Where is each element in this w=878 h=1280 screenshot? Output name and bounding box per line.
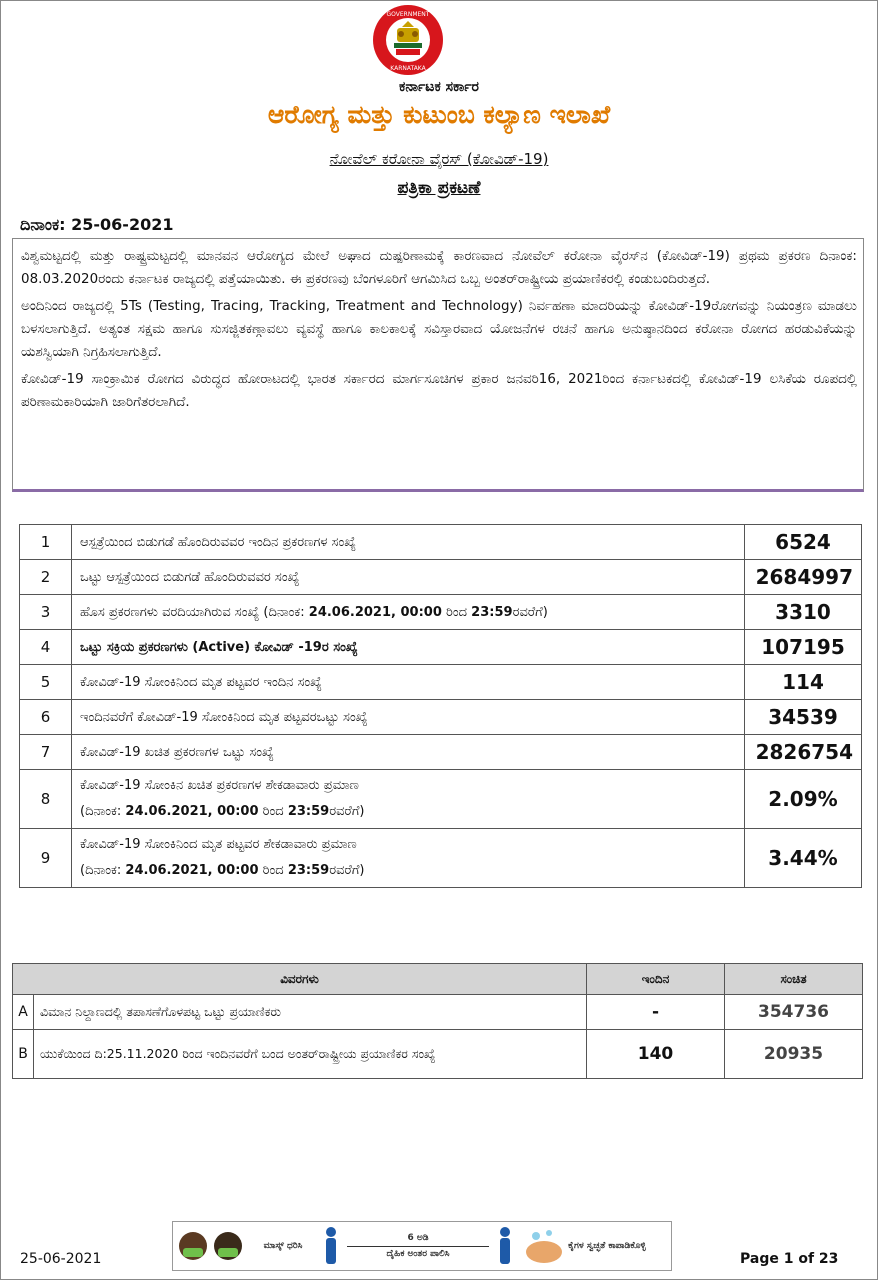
row-label: ಯುಕೆಯಿಂದ ದಿ:25.11.2020 ರಿಂದ ಇಂದಿನವರೆಗೆ ಬಂದ ಅಂತರ್‌ರಾಷ್ಟ್ರೀಯ ಪ್ರಯಾಣಿಕರ ಸಂಖ್ಯೆ xyxy=(34,1030,587,1079)
date-range-end: 23:59 xyxy=(287,804,330,819)
row-value: 3.44% xyxy=(745,829,862,888)
date-range-end: 23:59 xyxy=(287,863,330,878)
hand-washing-icon xyxy=(521,1226,567,1266)
label-part: (ದಿನಾಂಕ: xyxy=(80,863,126,878)
row-label xyxy=(72,770,745,829)
table-header-row xyxy=(13,964,863,995)
row-label xyxy=(72,595,745,630)
date-range-start: 24.06.2021, 00:00 xyxy=(125,804,259,819)
row-number: 8 xyxy=(20,770,72,829)
row-number: 2 xyxy=(20,560,72,595)
table-row xyxy=(13,1030,863,1079)
mask-section xyxy=(173,1222,323,1270)
table-row xyxy=(20,700,862,735)
row-number: 4 xyxy=(20,630,72,665)
header-details: ವಿವರಗಳು xyxy=(13,964,587,995)
row-today: - xyxy=(587,995,725,1030)
label-part: ರವರೆಗೆ) xyxy=(329,863,365,878)
table-row xyxy=(20,770,862,829)
row-value: 2826754 xyxy=(745,735,862,770)
distance-center xyxy=(339,1233,497,1260)
table-row xyxy=(20,560,862,595)
row-label: ಆಸ್ಪತ್ರೆಯಿಂದ ಬಿಡುಗಡೆ ಹೊಂದಿರುವವರ ಇಂದಿನ ಪ್ರಕರಣಗಳ ಸಂಖ್ಯೆ xyxy=(72,525,745,560)
row-value: 114 xyxy=(745,665,862,700)
subject-text: ನೋವೆಲ್ ಕರೋನಾ ವೈರಸ್ (ಕೋವಿಡ್-19) xyxy=(329,150,549,168)
table-row xyxy=(20,630,862,665)
date-range-start: 24.06.2021, 00:00 xyxy=(308,604,442,620)
row-value: 3310 xyxy=(745,595,862,630)
row-label: ಕೋವಿಡ್-19 ಸೋಂಕಿನಿಂದ ಮೃತ ಪಟ್ಟವರ ಇಂದಿನ ಸಂಖ್ಯೆ xyxy=(72,665,745,700)
row-label: ಕೋವಿಡ್-19 ಖಚಿತ ಪ್ರಕರಣಗಳ ಒಟ್ಟು ಸಂಖ್ಯೆ xyxy=(72,735,745,770)
row-label: ಇಂದಿನವರೆಗೆ ಕೋವಿಡ್-19 ಸೋಂಕಿನಿಂದ ಮೃತ ಪಟ್ಟವರಒಟ್ಟು ಸಂಖ್ಯೆ xyxy=(72,700,745,735)
label-line: ಕೋವಿಡ್-19 ಸೋಂಕಿನಿಂದ ಮೃತ ಪಟ್ಟವರ ಶೇಕಡಾವಾರು ಪ್ರಮಾಣ xyxy=(80,837,357,852)
row-value: 107195 xyxy=(745,630,862,665)
table-row xyxy=(20,735,862,770)
hands-text: ಕೈಗಳ ಸ್ವಚ್ಛತೆ ಕಾಪಾಡಿಕೊಳ್ಳಿ xyxy=(568,1240,646,1251)
table-row xyxy=(20,829,862,888)
header-today: ಇಂದಿನ xyxy=(587,964,725,995)
covid-safety-banner xyxy=(172,1221,672,1271)
row-label xyxy=(72,829,745,888)
label-part: ರಿಂದ xyxy=(441,604,472,620)
release-date: ದಿನಾಂಕ: 25-06-2021 xyxy=(20,215,174,234)
header-cumulative: ಸಂಚಿತ xyxy=(725,964,863,995)
row-letter: A xyxy=(13,995,34,1030)
row-number: 3 xyxy=(20,595,72,630)
row-label: ಒಟ್ಟು ಸಕ್ರಿಯ ಪ್ರಕರಣಗಳು (Active) ಕೋವಿಡ್ -19ರ ಸಂಖ್ಯೆ xyxy=(72,630,745,665)
distance-arrow xyxy=(347,1246,489,1247)
intro-paragraph: ವಿಶ್ವಮಟ್ಟದಲ್ಲಿ ಮತ್ತು ರಾಷ್ಟ್ರಮಟ್ಟದಲ್ಲಿ ಮಾನವನ ಆರೋಗ್ಯದ ಮೇಲೆ ಅಘಾದ ದುಷ್ಪರಿಣಾಮಕ್ಕೆ ಕಾರಣವಾದ ನೋವೆಲ್ ಕರೋನಾ ವೈರಸ್‌ನ (ಕೋವಿಡ್-19) ಪ್ರಥಮ ಪ್ರಕರಣ ದಿನಾಂಕ: 08.03.2020ರಂದು ಕರ್ನಾಟಕ ರಾಜ್ಯದಲ್ಲಿ ಪತ್ತೆಯಾಯಿತು. ಈ ಪ್ರಕರಣವು ಬೆಂಗಳೂರಿಗೆ ಆಗಮಿಸಿದ ಒಬ್ಬ ಅಂತರ್‌ರಾಷ್ಟ್ರೀಯ ಪ್ರಯಾಣಿಕರಲ್ಲಿ ಕಂಡುಬಂದಿರುತ್ತದೆ. xyxy=(21,249,857,287)
covid-stats-table xyxy=(19,524,862,888)
label-part: ರಿಂದ xyxy=(258,863,288,878)
press-release-text: ಪತ್ರಿಕಾ ಪ್ರಕಟಣೆ xyxy=(397,178,481,198)
row-number: 1 xyxy=(20,525,72,560)
intro-paragraph: ಕೋವಿಡ್-19 ಸಾಂಕ್ರಾಮಿಕ ರೋಗದ ವಿರುದ್ಧದ ಹೋರಾಟದಲ್ಲಿ ಭಾರತ ಸರ್ಕಾರದ ಮಾರ್ಗಸೂಚಿಗಳ ಪ್ರಕಾರ ಜನವರಿ16, 2021ರಿಂದ ಕರ್ನಾಟಕದಲ್ಲಿ ಕೋವಿಡ್-19 ಲಸಿಕೆಯ ರೂಪದಲ್ಲಿ ಪರಿಣಾಮಕಾರಿಯಾಗಿ ಜಾರಿಗೆತರಲಾಗಿದೆ. xyxy=(21,372,857,410)
row-number: 6 xyxy=(20,700,72,735)
row-number: 9 xyxy=(20,829,72,888)
date-range-start: 24.06.2021, 00:00 xyxy=(125,863,259,878)
row-number: 5 xyxy=(20,665,72,700)
svg-text:GOVERNMENT: GOVERNMENT xyxy=(386,11,430,18)
distance-section xyxy=(323,1222,513,1270)
label-part: ರವರೆಗೆ) xyxy=(329,804,365,819)
masked-people-icon xyxy=(173,1226,253,1266)
row-today: 140 xyxy=(587,1030,725,1079)
label-part: ಹೊಸ ಪ್ರಕರಣಗಳು ವರದಿಯಾಗಿರುವ ಸಂಖ್ಯೆ (ದಿನಾಂಕ: xyxy=(80,604,309,620)
travellers-table xyxy=(12,963,863,1079)
row-value: 2684997 xyxy=(745,560,862,595)
row-cumulative: 20935 xyxy=(725,1030,863,1079)
row-letter: B xyxy=(13,1030,34,1079)
date-range-end: 23:59 xyxy=(471,604,513,620)
row-value: 34539 xyxy=(745,700,862,735)
footer-page-number: Page 1 of 23 xyxy=(740,1251,839,1267)
distance-text: ದೈಹಿಕ ಅಂತರ ಪಾಲಿಸಿ xyxy=(386,1248,450,1259)
label-line: ಕೋವಿಡ್-19 ಸೋಂಕಿನ ಖಚಿತ ಪ್ರಕರಣಗಳ ಶೇಕಡಾವಾರು ಪ್ರಮಾಣ xyxy=(80,778,359,793)
mask-text: ಮಾಸ್ಕ್ ಧರಿಸಿ xyxy=(263,1240,303,1251)
label-part: ರಿಂದ xyxy=(258,804,288,819)
row-value: 2.09% xyxy=(745,770,862,829)
label-part: (ದಿನಾಂಕ: xyxy=(80,804,126,819)
row-label: ವಿಮಾನ ನಿಲ್ದಾಣದಲ್ಲಿ ತಪಾಸಣೆಗೊಳಪಟ್ಟ ಒಟ್ಟು ಪ್ರಯಾಣಿಕರು xyxy=(34,995,587,1030)
government-name: ಕರ್ನಾಟಕ ಸರ್ಕಾರ xyxy=(399,79,479,95)
person-icon xyxy=(497,1226,513,1266)
intro-paragraph: ಅಂದಿನಿಂದ ರಾಜ್ಯದಲ್ಲಿ 5Ts (Testing, Tracing, Tracking, Treatment and Technology) ನಿರ್ವಹಣಾ ಮಾದರಿಯನ್ನು ಕೋವಿಡ್-19ರೋಗವನ್ನು ನಿಯಂತ್ರಣ ಮಾಡಲು ಬಳಸಲಾಗುತ್ತಿದೆ. ಅತ್ಯಂತ ಸಕ್ಷಮ ಹಾಗೂ ಸುಸಜ್ಜಿತಕಣ್ಗಾವಲು ವ್ಯವಸ್ಥೆ ಹಾಗೂ ಕಾಲಕಾಲಕ್ಕೆ ಸವಿಸ್ತಾರವಾದ ಯೋಜನೆಗಳ ರಚನೆ ಹಾಗೂ ಅನುಷ್ಠಾನದಿಂದ ಕರೋನಾ ರೋಗದ ಹರಡುವಿಕೆಯನ್ನು ಯಶಸ್ವಿಯಾಗಿ ನಿಗ್ರಹಿಸಲಾಗುತ್ತಿದೆ. xyxy=(21,299,857,360)
table-row xyxy=(20,595,862,630)
footer-date: 25-06-2021 xyxy=(20,1251,102,1267)
row-number: 7 xyxy=(20,735,72,770)
intro-paragraph-box xyxy=(12,238,864,492)
person-icon xyxy=(323,1226,339,1266)
row-cumulative: 354736 xyxy=(725,995,863,1030)
table-row xyxy=(13,995,863,1030)
distance-value: 6 ಅಡಿ xyxy=(407,1232,429,1243)
government-emblem-icon xyxy=(372,4,444,76)
department-title: ಆರೋಗ್ಯ ಮತ್ತು ಕುಟುಂಬ ಕಲ್ಯಾಣ ಇಲಾಖೆ xyxy=(267,100,611,129)
subject-line xyxy=(0,150,878,168)
press-release-heading xyxy=(0,178,878,198)
table-row xyxy=(20,525,862,560)
row-label: ಒಟ್ಟು ಆಸ್ಪತ್ರೆಯಿಂದ ಬಿಡುಗಡೆ ಹೊಂದಿರುವವರ ಸಂಖ್ಯೆ xyxy=(72,560,745,595)
table-row xyxy=(20,665,862,700)
hands-section xyxy=(513,1222,671,1270)
row-value: 6524 xyxy=(745,525,862,560)
label-part: ರವರೆಗೆ) xyxy=(512,604,548,620)
svg-text:KARNATAKA: KARNATAKA xyxy=(390,65,426,72)
